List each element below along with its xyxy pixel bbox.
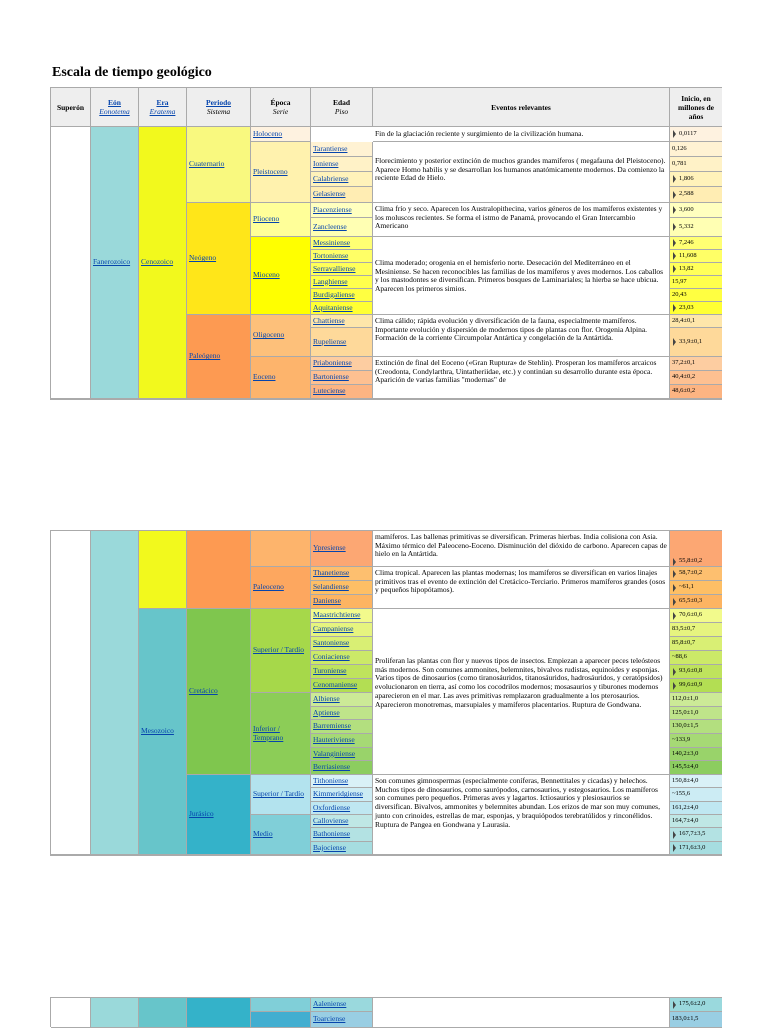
age-cell: 28,4±0,1	[670, 315, 722, 328]
piso-hauteriviense[interactable]: Hauteriviense	[311, 734, 373, 748]
marker-icon	[672, 252, 678, 260]
age-cell: 167,7±3,5	[670, 828, 722, 842]
age-cell: 58,7±0,2	[670, 567, 722, 581]
age-cell: 65,5±0,3	[670, 595, 722, 609]
piso-tithoniense[interactable]: Tithoniense	[311, 775, 373, 788]
eon-fanerozoico-cont	[91, 531, 139, 855]
age-cell: 2,588	[670, 187, 722, 203]
marker-icon	[672, 239, 678, 247]
piso-valanginiense[interactable]: Valanginiense	[311, 748, 373, 761]
marker-icon	[672, 1001, 678, 1009]
piso-bartoniense[interactable]: Bartoniense	[311, 371, 373, 385]
piso-rupeliense[interactable]: Rupeliense	[311, 328, 373, 357]
age-cell: 140,2±3,0	[670, 748, 722, 761]
marker-icon	[672, 584, 678, 592]
age-cell: 0,0117	[670, 127, 722, 142]
age-cell: 11,608	[670, 250, 722, 263]
piso-campaniense[interactable]: Campaniense	[311, 623, 373, 637]
piso-tortoniense[interactable]: Tortoniense	[311, 250, 373, 263]
periodo-cuaternario[interactable]: Cuaternario	[187, 127, 251, 203]
periodo-paleogeno[interactable]: Paleógeno	[187, 315, 251, 399]
epoca-cretacico-inferior[interactable]: Inferior / Temprano	[251, 693, 311, 775]
age-cell: 70,6±0,6	[670, 609, 722, 623]
age-cell: 15,97	[670, 276, 722, 289]
evento-mioceno: Clima moderado; orogenia en el hemisferio norte. Desecación del Mediterráneo en el Mesiniense. Se hacen reconocibles las familias de los mamíferos y aves modernos. Los caballos y los mastodontes se diversifican. Primeros bosques de Laminariales; la hierba se hace ubicua. Aparecen los primeros simios.	[373, 237, 670, 315]
age-cell: ~155,6	[670, 788, 722, 802]
header-periodo: Periodo Sistema	[187, 88, 251, 127]
epoca-oligoceno[interactable]: Oligoceno	[251, 315, 311, 357]
piso-tarantiense[interactable]: Tarantiense	[311, 142, 373, 157]
epoca-cretacico-superior[interactable]: Superior / Tardío	[251, 609, 311, 693]
marker-icon	[672, 598, 678, 606]
piso-maastrichtiense[interactable]: Maastrichtiense	[311, 609, 373, 623]
age-cell: 83,5±0,7	[670, 623, 722, 637]
piso-piacenziense[interactable]: Piacenziense	[311, 203, 373, 218]
marker-icon	[672, 570, 678, 578]
marker-icon	[672, 682, 678, 690]
age-cell: 171,6±3,0	[670, 842, 722, 855]
marker-icon	[672, 206, 678, 214]
marker-icon	[672, 844, 678, 852]
marker-icon	[672, 175, 678, 183]
evento-holoceno: Fin de la glaciación reciente y surgimiento de la civilización humana.	[373, 127, 670, 142]
epoca-eoceno[interactable]: Eoceno	[251, 357, 311, 399]
age-cell: 23,03	[670, 302, 722, 315]
piso-oxfordiense[interactable]: Oxfordiense	[311, 802, 373, 815]
era-cenozoico-cont	[139, 531, 187, 609]
age-cell: 55,8±0,2	[670, 531, 722, 567]
age-cell: ~88,6	[670, 651, 722, 665]
document-title: Escala de tiempo geológico	[52, 65, 212, 80]
header-era: Era Eratema	[139, 88, 187, 127]
age-cell: 112,0±1,0	[670, 693, 722, 707]
epoca-mioceno[interactable]: Mioceno	[251, 237, 311, 315]
piso-daniense[interactable]: Daniense	[311, 595, 373, 609]
piso-chattiense[interactable]: Chattiense	[311, 315, 373, 328]
piso-berriasiense[interactable]: Berriasiense	[311, 761, 373, 775]
epoca-jurasico-superior[interactable]: Superior / Tardío	[251, 775, 311, 815]
age-cell: 130,0±1,5	[670, 720, 722, 734]
periodo-cretacico[interactable]: Cretácico	[187, 609, 251, 775]
epoca-eoceno-cont	[251, 531, 311, 567]
periodo-neogeno[interactable]: Neógeno	[187, 203, 251, 315]
piso-aptiense[interactable]: Aptiense	[311, 707, 373, 720]
age-cell: 164,7±4,0	[670, 815, 722, 828]
header-epoca: Época Serie	[251, 88, 311, 127]
eon-fanerozoico[interactable]: Fanerozoico	[91, 127, 139, 399]
piso-barremiense[interactable]: Barremiense	[311, 720, 373, 734]
age-cell: 175,6±2,0	[670, 998, 722, 1012]
piso-aquitaniense[interactable]: Aquitaniense	[311, 302, 373, 315]
piso-bajociense[interactable]: Bajociense	[311, 842, 373, 855]
age-cell: 0,126	[670, 142, 722, 157]
age-cell: 85,8±0,7	[670, 637, 722, 651]
marker-icon	[672, 668, 678, 676]
age-cell: 93,6±0,8	[670, 665, 722, 679]
evento-paleoceno: Clima tropical. Aparecen las plantas modernas; los mamíferos se diversifican en varios linajes primitivos tras el evento de extinción del Cretácico-Terciario. Primeros mamíferos grandes (osos y pequeños hipopótamos).	[373, 567, 670, 609]
table-page-2	[50, 530, 722, 856]
age-cell: 33,9±0,1	[670, 328, 722, 357]
marker-icon	[672, 130, 678, 138]
evento-plioceno: Clima frío y seco. Aparecen los Australopithecina, varios géneros de los mamíferos existentes y los moluscos recientes. Se forma el istmo de Panamá, provocando el Gran Intercambio Americano	[373, 203, 670, 237]
piso-thanetiense[interactable]: Thanetiense	[311, 567, 373, 581]
piso-aaleniense[interactable]: Aaleniense	[311, 998, 373, 1012]
age-cell: 0,781	[670, 157, 722, 172]
age-cell: 13,82	[670, 263, 722, 276]
age-cell: 40,4±0,2	[670, 371, 722, 385]
piso-coniaciense[interactable]: Coniaciense	[311, 651, 373, 665]
piso-messiniense[interactable]: Messiniense	[311, 237, 373, 250]
table-page-3	[50, 997, 722, 1027]
piso-santoniense[interactable]: Santoniense	[311, 637, 373, 651]
marker-icon	[672, 558, 678, 566]
piso-albiense[interactable]: Albiense	[311, 693, 373, 707]
age-cell: 1,806	[670, 172, 722, 187]
epoca-jurasico-medio[interactable]: Medio	[251, 815, 311, 855]
piso-serravalliense[interactable]: Serravalliense	[311, 263, 373, 276]
marker-icon	[672, 223, 678, 231]
piso-kimmeridgiense[interactable]: Kimmeridgiense	[311, 788, 373, 802]
piso-calloviense[interactable]: Calloviense	[311, 815, 373, 828]
age-cell: 3,600	[670, 203, 722, 218]
piso-cenomaniense[interactable]: Cenomaniense	[311, 679, 373, 693]
marker-icon	[672, 191, 678, 199]
superon-cell	[51, 531, 91, 855]
piso-priaboniense[interactable]: Priaboniense	[311, 357, 373, 371]
header-edad: Edad Piso	[311, 88, 373, 127]
epoca-plioceno[interactable]: Plioceno	[251, 203, 311, 237]
age-cell: 125,0±1,0	[670, 707, 722, 720]
evento-jurasico: Son comunes gimnospermas (especialmente coníferas, Bennettitales y cicadas) y helechos. Muchos tipos de dinosaurios, como saurópodos, carnosaurios, y estegosaurios. Los mamíferos son comunes pero pequeños. Primeras aves y lagartos. Ictiosaurios y plesiosaurios se diversifican. Bivalvos, ammonites y belemnites abundan. Los erizos de mar son muy comunes, junto con crinoides, estrellas de mar, esponjas, y braquiópodos terebratúlidos y rinconélidos. Ruptura de Pangea en Gondwana y Laurasia.	[373, 775, 670, 855]
header-eon: Eón Eonotema	[91, 88, 139, 127]
superon-cell	[51, 127, 91, 399]
piso-turoniense[interactable]: Turoniense	[311, 665, 373, 679]
age-cell: 37,2±0,1	[670, 357, 722, 371]
era-mesozoico[interactable]: Mesozoico	[139, 609, 187, 855]
age-cell: 7,246	[670, 237, 722, 250]
piso-burdigaliense[interactable]: Burdigaliense	[311, 289, 373, 302]
epoca-holoceno[interactable]: Holoceno	[251, 127, 311, 142]
epoca-inferior-cont	[251, 1012, 311, 1028]
age-cell: 161,2±4,0	[670, 802, 722, 815]
age-cell: ~133,9	[670, 734, 722, 748]
age-cell: 183,0±1,5	[670, 1012, 722, 1028]
header-eventos: Eventos relevantes	[373, 88, 670, 127]
piso-ypresiense[interactable]: Ypresiense	[311, 531, 373, 567]
table-page-1	[50, 87, 722, 400]
epoca-paleoceno[interactable]: Paleoceno	[251, 567, 311, 609]
age-cell: 48,6±0,2	[670, 385, 722, 399]
piso-ioniense[interactable]: Ioniense	[311, 157, 373, 172]
evento-ypresiense: mamíferos. Las ballenas primitivas se diversifican. Primeras hierbas. India colisiona con Asia. Máximo térmico del Paleoceno-Eoceno. Disminución del dióxido de carbono. Aparecen capas de hielo en la Antártida.	[373, 531, 670, 567]
age-cell: 99,6±0,9	[670, 679, 722, 693]
header-superon: Superón	[51, 88, 91, 127]
piso-toarciense[interactable]: Toarciense	[311, 1012, 373, 1028]
piso-gelasiense[interactable]: Gelasiense	[311, 187, 373, 203]
piso-luteciense[interactable]: Luteciense	[311, 385, 373, 399]
evento-eoceno: Extinción de final del Eoceno («Gran Ruptura» de Stehlin). Prosperan los mamíferos arcaicos (Creodonta, Condylarthra, Uintatheriidae, etc.) y continúan su desarrollo durante esta época. Aparición de varias familias "modernas" de	[373, 357, 670, 399]
periodo-paleogeno-cont	[187, 531, 251, 609]
marker-icon	[672, 265, 678, 273]
piso-calabriense[interactable]: Calabriense	[311, 172, 373, 187]
age-cell: 150,8±4,0	[670, 775, 722, 788]
piso-zancleense[interactable]: Zancleense	[311, 218, 373, 237]
age-cell: 5,332	[670, 218, 722, 237]
age-cell: 20,43	[670, 289, 722, 302]
evento-oligoceno: Clima cálido; rápida evolución y diversificación de la fauna, especialmente mamíferos. Importante evolución y dispersión de modernos tipos de plantas con flor. Orogenia Alpina. Formación de la corriente Circumpolar Antártica y congelación de la Antártida.	[373, 315, 670, 357]
marker-icon	[672, 338, 678, 346]
era-cenozoico[interactable]: Cenozoico	[139, 127, 187, 399]
age-cell: 145,5±4,0	[670, 761, 722, 775]
age-cell: ~61,1	[670, 581, 722, 595]
header-inicio: Inicio, en millones de años	[670, 88, 722, 127]
epoca-medio-cont	[251, 998, 311, 1012]
marker-icon	[672, 612, 678, 620]
piso-bathoniense[interactable]: Bathoniense	[311, 828, 373, 842]
marker-icon	[672, 304, 678, 312]
epoca-pleistoceno[interactable]: Pleistoceno	[251, 142, 311, 203]
marker-icon	[672, 831, 678, 839]
periodo-jurasico[interactable]: Jurásico	[187, 775, 251, 855]
piso-selandiense[interactable]: Selandiense	[311, 581, 373, 595]
piso-langhiense[interactable]: Langhiense	[311, 276, 373, 289]
evento-pleistoceno: Florecimiento y posterior extinción de muchos grandes mamíferos ( megafauna del Pleistoceno). Aparece Homo habilis y se desarrollan los humanos anatómicamente modernos. Da comienzo la reciente Edad de Hielo.	[373, 142, 670, 203]
evento-cretacico: Proliferan las plantas con flor y nuevos tipos de insectos. Empiezan a aparecer peces teleósteos más modernos. Son comunes ammonites, belemnites, bivalvos rudistas, equinoides y esponjas. Varios tipos de dinosaurios (como tiranosáuridos, titanosáuridos, hadrosáuridos, y ceratópsidos) evolucionaron en tierra, así como los cocodrilos modernos; mosasaurios y tiburones modernos aparecieron en el mar. Las aves primitivas remplazaron gradualmente a los pterosaurios. Aparecieron monotremas, marsupiales y mamíferos placentarios. Ruptura de Gondwana.	[373, 609, 670, 775]
